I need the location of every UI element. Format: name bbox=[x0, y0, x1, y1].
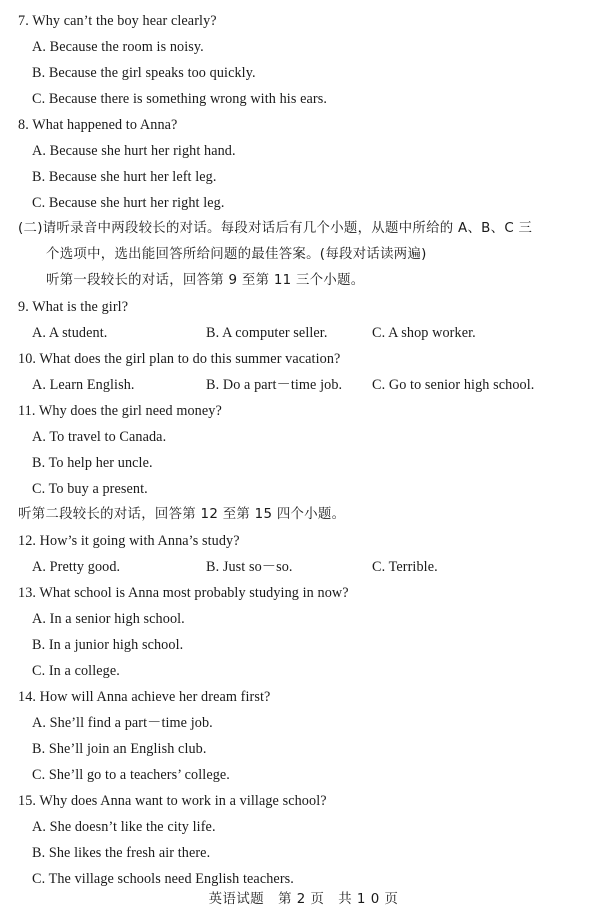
question-11-option-b: B. To help her uncle. bbox=[32, 455, 153, 471]
question-14-option-b: B. She’ll join an English club. bbox=[32, 741, 207, 757]
question-11: 11. Why does the girl need money? bbox=[18, 403, 222, 419]
question-10-option-b: B. Do a part－time job. bbox=[206, 377, 343, 393]
question-14-option-c: C. She’ll go to a teachers’ college. bbox=[32, 767, 230, 783]
dialogue-2-intro: 听第二段较长的对话，回答第 12 至第 15 四个小题。 bbox=[18, 507, 346, 522]
question-8: 8. What happened to Anna? bbox=[18, 117, 178, 133]
question-7-option-b: B. Because the girl speaks too quickly. bbox=[32, 65, 256, 81]
question-7: 7. Why can’t the boy hear clearly? bbox=[18, 13, 217, 29]
question-9: 9. What is the girl? bbox=[18, 299, 129, 315]
question-14: 14. How will Anna achieve her dream first? bbox=[18, 689, 271, 705]
question-14-option-a: A. She’ll find a part－time job. bbox=[32, 715, 213, 731]
question-8-option-a: A. Because she hurt her right hand. bbox=[32, 143, 236, 159]
question-9-option-a: A. A student. bbox=[32, 325, 108, 341]
question-7-option-c: C. Because there is something wrong with his ears. bbox=[32, 91, 327, 107]
question-10-option-c: C. Go to senior high school. bbox=[372, 377, 535, 393]
question-12-option-b: B. Just so－so. bbox=[206, 559, 293, 575]
question-9-option-c: C. A shop worker. bbox=[372, 325, 476, 341]
section-2-instruction-line-1: (二)请听录音中两段较长的对话。每段对话后有几个小题，从题中所给的 A、B、C 三 bbox=[18, 221, 533, 236]
question-8-option-b: B. Because she hurt her left leg. bbox=[32, 169, 217, 185]
question-11-option-c: C. To buy a present. bbox=[32, 481, 148, 497]
question-10: 10. What does the girl plan to do this summer vacation? bbox=[18, 351, 341, 367]
question-15: 15. Why does Anna want to work in a village school? bbox=[18, 793, 327, 809]
section-2-instruction-line-2: 个选项中，选出能回答所给问题的最佳答案。(每段对话读两遍) bbox=[46, 247, 427, 262]
question-12-option-a: A. Pretty good. bbox=[32, 559, 121, 575]
question-8-option-c: C. Because she hurt her right leg. bbox=[32, 195, 225, 211]
page-footer: 英语试题 第 2 页 共 1 0 页 bbox=[208, 892, 399, 907]
question-13-option-a: A. In a senior high school. bbox=[32, 611, 185, 627]
question-13-option-b: B. In a junior high school. bbox=[32, 637, 184, 653]
dialogue-1-intro: 听第一段较长的对话，回答第 9 至第 11 三个小题。 bbox=[46, 273, 365, 288]
question-15-option-a: A. She doesn’t like the city life. bbox=[32, 819, 216, 835]
question-15-option-b: B. She likes the fresh air there. bbox=[32, 845, 211, 861]
question-12: 12. How’s it going with Anna’s study? bbox=[18, 533, 240, 549]
question-12-option-c: C. Terrible. bbox=[372, 559, 438, 575]
question-7-option-a: A. Because the room is noisy. bbox=[32, 39, 204, 55]
question-13: 13. What school is Anna most probably studying in now? bbox=[18, 585, 349, 601]
question-13-option-c: C. In a college. bbox=[32, 663, 120, 679]
question-11-option-a: A. To travel to Canada. bbox=[32, 429, 167, 445]
question-10-option-a: A. Learn English. bbox=[32, 377, 135, 393]
question-15-option-c: C. The village schools need English teachers. bbox=[32, 871, 294, 887]
question-9-option-b: B. A computer seller. bbox=[206, 325, 328, 341]
